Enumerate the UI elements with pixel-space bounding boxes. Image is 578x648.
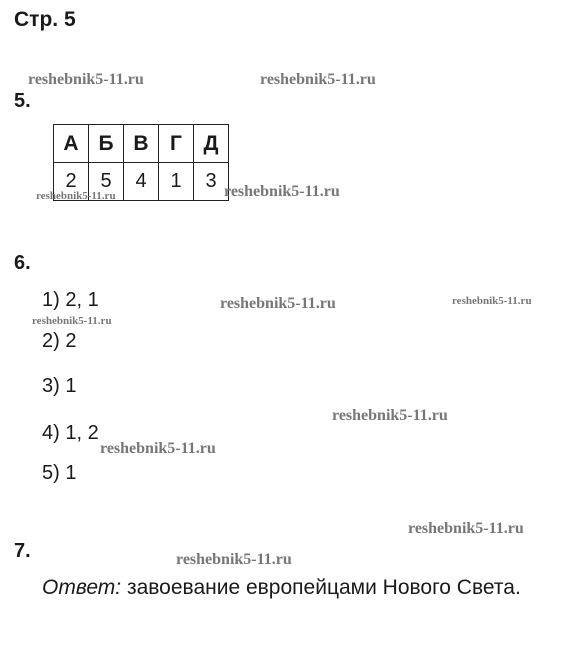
table-header-cell: А	[54, 125, 89, 163]
watermark: reshebnik5-11.ru	[260, 71, 376, 88]
watermark: reshebnik5-11.ru	[332, 407, 448, 424]
answer-item-1: 1) 2, 1	[42, 289, 99, 311]
watermark: reshebnik5-11.ru	[224, 183, 340, 200]
watermark: reshebnik5-11.ru	[36, 190, 116, 202]
answer-item-2: 2) 2	[42, 330, 77, 352]
table-header-row	[54, 125, 229, 163]
table-header-cell: Д	[194, 125, 229, 163]
watermark: reshebnik5-11.ru	[408, 520, 524, 537]
page-title: Стр. 5	[14, 8, 76, 31]
answer-label: Ответ:	[42, 576, 122, 599]
answer-line	[42, 576, 521, 600]
watermark: reshebnik5-11.ru	[32, 315, 112, 327]
table-value-cell: 1	[159, 163, 194, 201]
section-6-number: 6.	[14, 252, 31, 274]
table-value-cell: 2	[54, 163, 89, 201]
watermark: reshebnik5-11.ru	[100, 440, 216, 457]
watermark: reshebnik5-11.ru	[220, 295, 336, 312]
watermark: reshebnik5-11.ru	[28, 71, 144, 88]
answer-item-4: 4) 1, 2	[42, 422, 99, 444]
section-5-number: 5.	[14, 90, 31, 112]
watermark: reshebnik5-11.ru	[452, 295, 532, 307]
table-header-cell: Б	[89, 125, 124, 163]
answer-item-5: 5) 1	[42, 462, 77, 484]
answer-text: завоевание европейцами Нового Света.	[121, 576, 521, 599]
table-value-cell: 4	[124, 163, 159, 201]
answer-item-3: 3) 1	[42, 375, 77, 397]
table-value-cell: 3	[194, 163, 229, 201]
watermark: reshebnik5-11.ru	[176, 551, 292, 568]
table-header-cell: В	[124, 125, 159, 163]
table-header-cell: Г	[159, 125, 194, 163]
table-value-cell: 5	[89, 163, 124, 201]
section-7-number: 7.	[14, 540, 31, 562]
